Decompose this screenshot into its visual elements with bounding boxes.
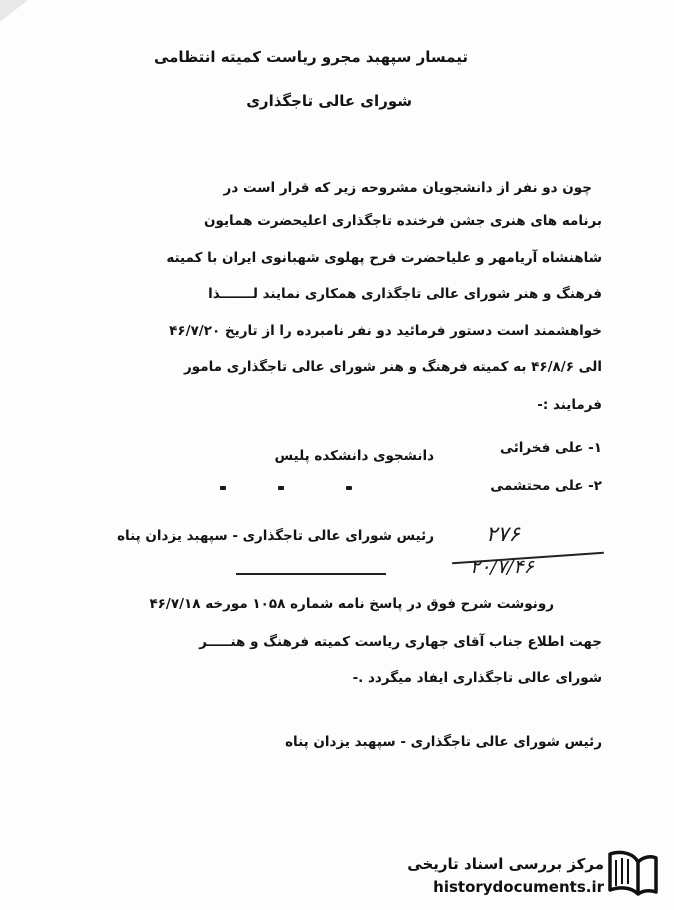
handwritten-number: ۲۷۶: [486, 522, 520, 546]
ditto-mark-1: [220, 486, 226, 490]
list-item-2-name: ۲- علی محتشمی: [490, 478, 602, 494]
cc-line-1: رونوشت شرح فوق در پاسخ نامه شماره ۱۰۵۸ مورخه ۴۶/۷/۱۸: [149, 596, 554, 612]
ditto-mark-2: [278, 486, 284, 490]
body-line-7: فرمایند :-: [537, 397, 602, 413]
cc-line-3: شورای عالی تاجگذاری ایفاد میگردد .-: [352, 670, 602, 686]
watermark-url[interactable]: historydocuments.ir: [433, 878, 604, 896]
header-line-1: تیمسار سپهبد مجرو ریاست کمیته انتظامی: [153, 48, 468, 66]
scan-corner-mark: [0, 0, 40, 30]
body-line-1: چون دو نفر از دانشجویان مشروحه زیر که قرار است در: [223, 180, 592, 196]
body-line-4: فرهنگ و هنر شورای عالی تاجگذاری همکاری نمایند لـــــــذا: [208, 286, 602, 302]
cc-line-2: جهت اطلاع جناب آقای جهاری ریاست کمیته فرهنگ و هنـــــر: [199, 634, 602, 650]
header-line-2: شورای عالی تاجگذاری: [246, 92, 412, 110]
body-line-2: برنامه های هنری جشن فرخنده تاجگذاری اعلیحضرت همایون: [203, 213, 602, 229]
list-item-1-name: ۱- علی فخرائی: [500, 440, 602, 456]
body-line-5: خواهشمند است دستور فرمائید دو نفر نامبرده را از تاریخ ۴۶/۷/۲۰: [169, 323, 602, 339]
body-line-6: الی ۴۶/۸/۶ به کمیته فرهنگ و هنر شورای عالی تاجگذاری مامور: [184, 359, 602, 375]
watermark-title: مرکز بررسی اسناد تاریخی: [407, 855, 604, 873]
separator-rule: [236, 573, 386, 575]
ditto-mark-3: [346, 486, 352, 490]
signature-line-2: رئیس شورای عالی تاجگذاری - سپهبد یزدان پناه: [285, 734, 602, 750]
signature-line-1: رئیس شورای عالی تاجگذاری - سپهبد یزدان پناه: [117, 528, 434, 544]
book-logo-icon: [604, 848, 660, 900]
body-line-3: شاهنشاه آریامهر و علیاحضرت فرح پهلوی شهبانوی ایران با کمیته: [166, 250, 602, 266]
list-item-1-affiliation: دانشجوی دانشکده پلیس: [274, 448, 434, 464]
handwritten-date: ۲۰/۷/۴۶: [470, 556, 534, 578]
